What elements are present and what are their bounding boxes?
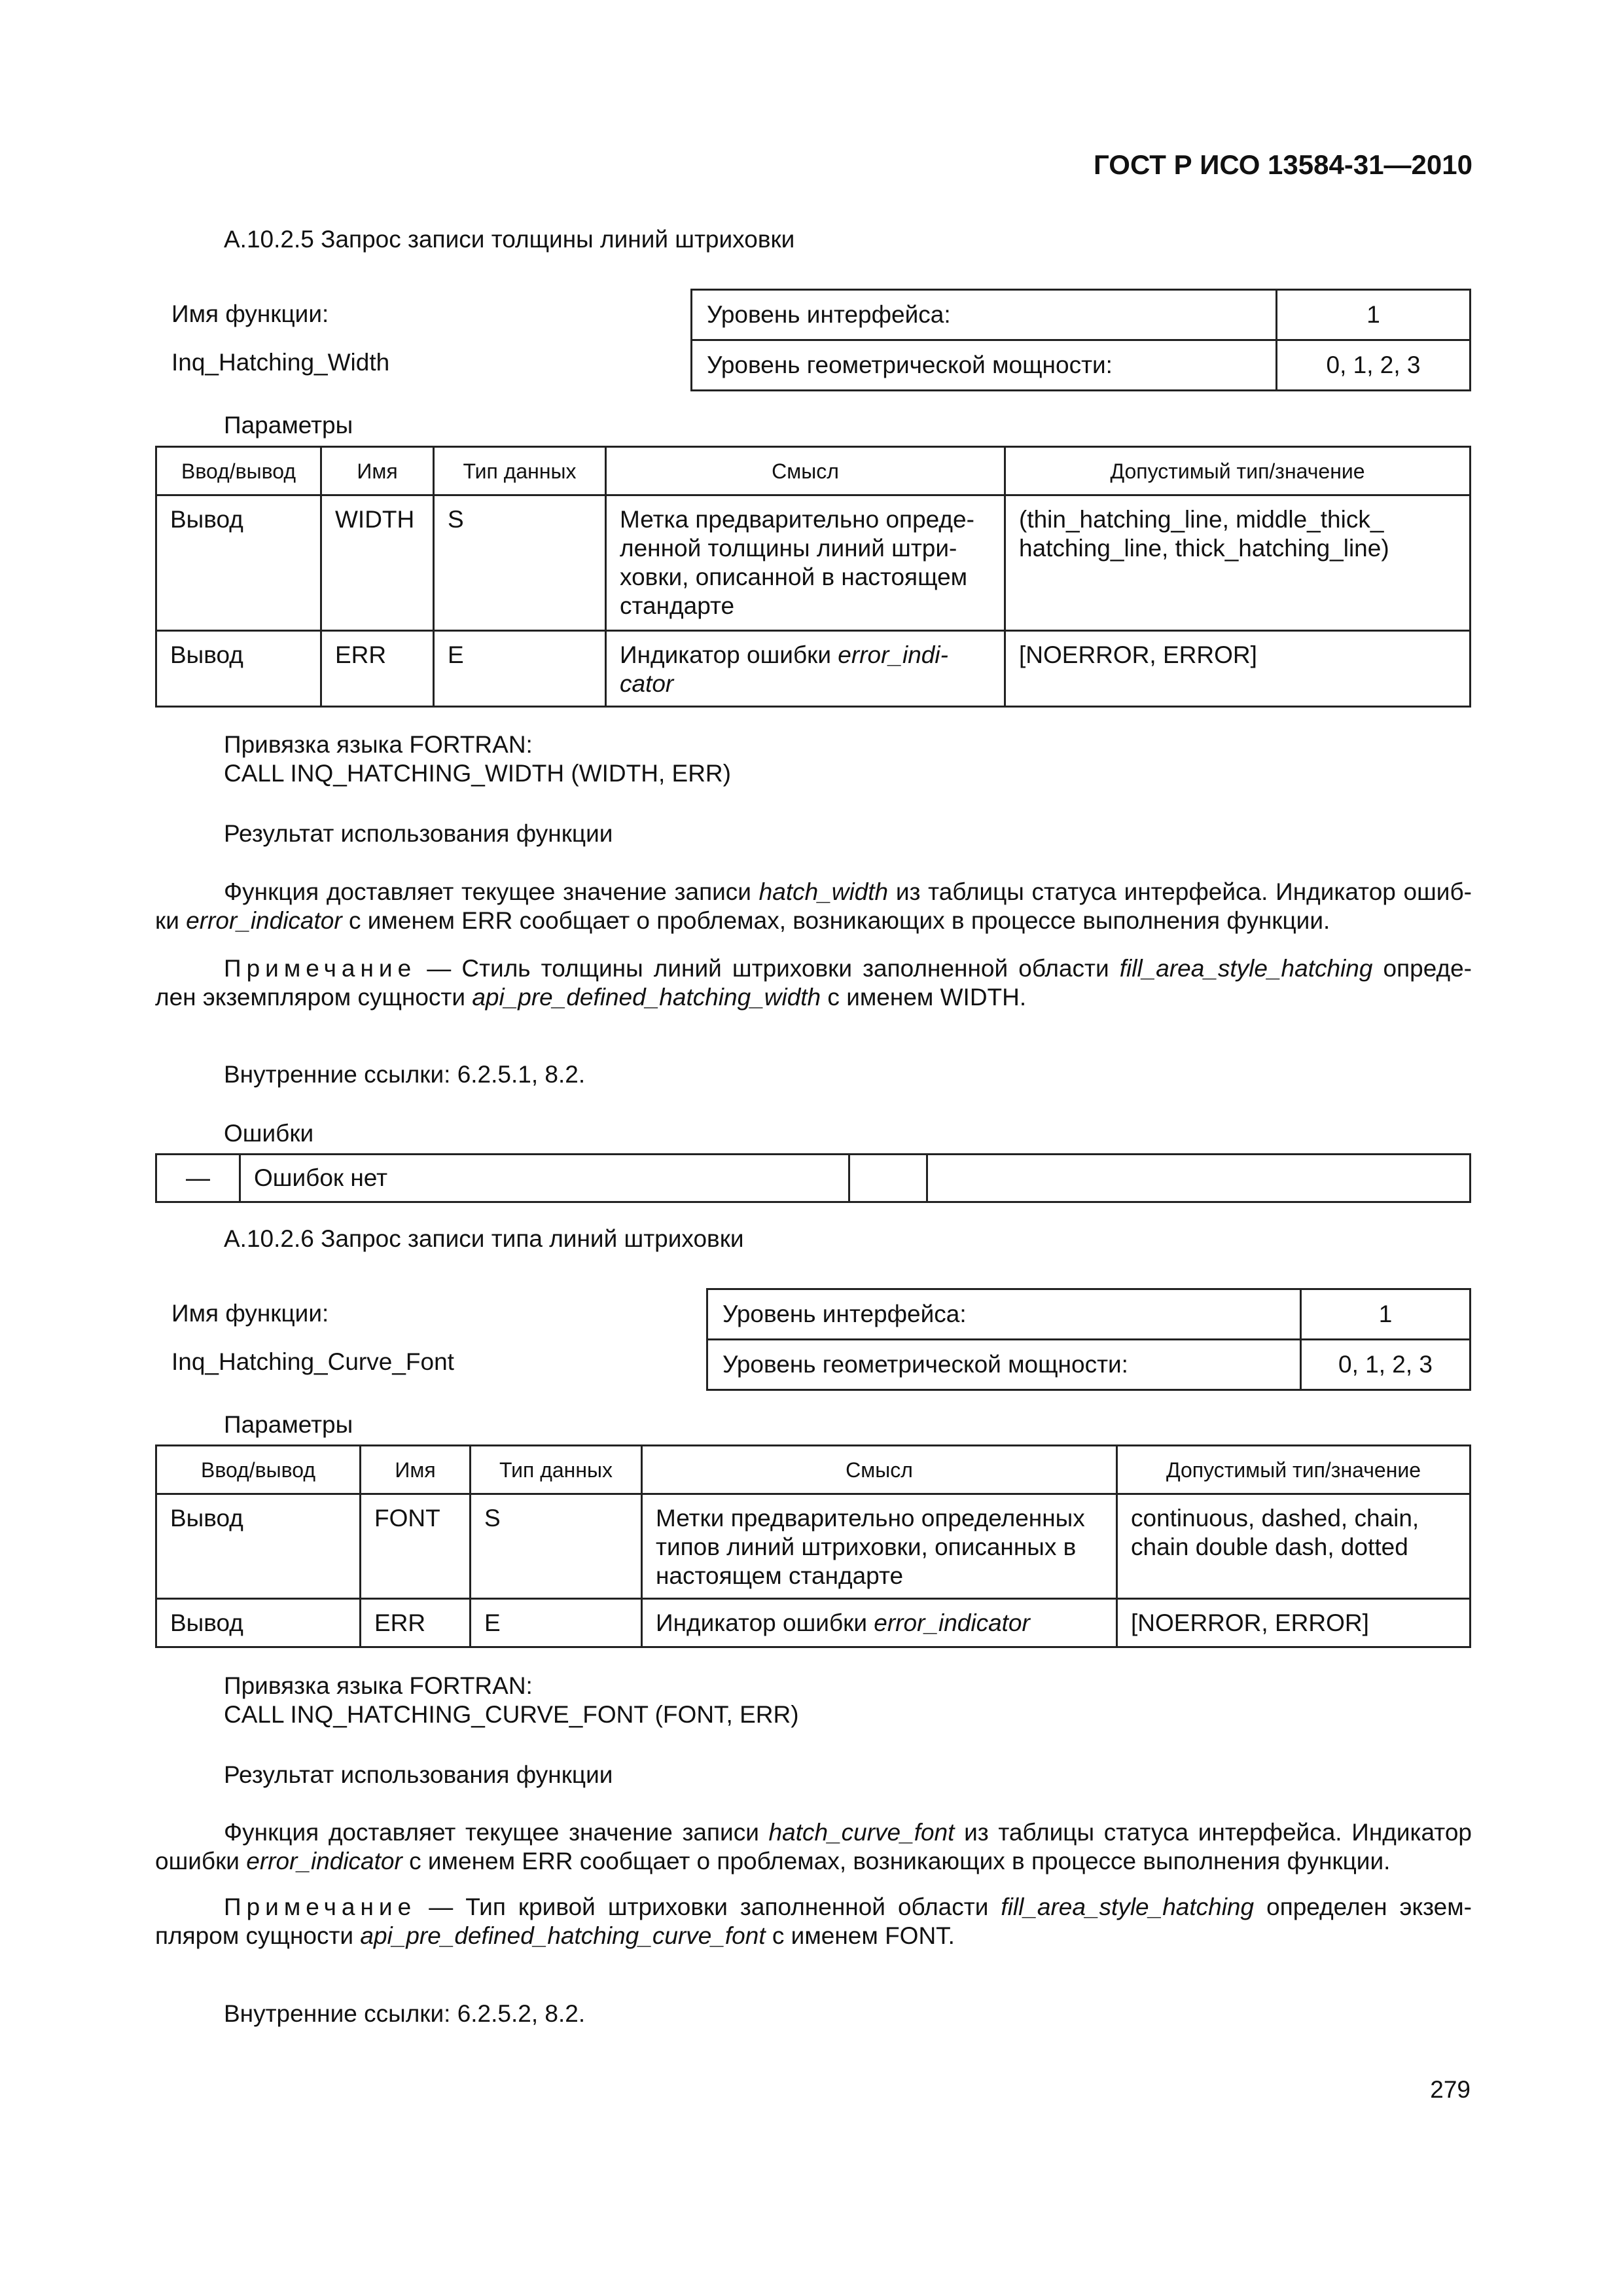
page-number: 279	[1430, 2076, 1471, 2103]
level-name: Уровень геометрической мощности:	[692, 340, 1277, 391]
document-header: ГОСТ Р ИСО 13584-31—2010	[1094, 149, 1472, 180]
text: с именем WIDTH.	[821, 984, 1027, 1011]
italic-term: api_pre_defined_hatching_width	[472, 984, 821, 1011]
section-title: А.10.2.6 Запрос записи типа линий штриховки	[224, 1225, 744, 1252]
table-row	[156, 631, 1471, 707]
cell-io: Вывод	[156, 631, 321, 707]
column-header: Смысл	[642, 1446, 1117, 1494]
column-header: Имя	[321, 447, 434, 495]
result-label: Результат использования функции	[224, 1761, 613, 1788]
italic-term: hatch_width	[758, 878, 889, 905]
params-table	[155, 1444, 1471, 1648]
cell-meaning	[642, 1599, 1117, 1647]
column-header: Тип данных	[434, 447, 606, 495]
note-label: Примечание	[224, 955, 417, 982]
cell-type: S	[471, 1494, 642, 1599]
text: — Тип кривой штриховки заполненной области	[416, 1893, 1001, 1920]
table-row	[156, 1494, 1471, 1599]
italic-term: fill_area_style_hatching	[1119, 955, 1373, 982]
italic-term: api_pre_defined_hatching_curve_font	[360, 1922, 766, 1949]
cell-meaning	[606, 631, 1005, 707]
cell-name: ERR	[361, 1599, 471, 1647]
cell-name: WIDTH	[321, 495, 434, 631]
table-row	[707, 1289, 1471, 1340]
binding-label: Привязка языка FORTRAN:	[224, 731, 533, 758]
errors-label: Ошибки	[224, 1120, 314, 1147]
column-header: Имя	[361, 1446, 471, 1494]
note-text	[155, 1893, 1472, 1950]
table-row	[692, 290, 1471, 340]
binding-label: Привязка языка FORTRAN:	[224, 1672, 533, 1699]
table-row	[156, 495, 1471, 631]
column-header: Ввод/вывод	[156, 447, 321, 495]
function-name: Inq_Hatching_Width	[171, 349, 390, 376]
text: с именем ERR сообщает о проблемах, возникающих в процессе выполнения функции.	[342, 907, 1330, 934]
cell-io: Вывод	[156, 495, 321, 631]
cell-type: E	[434, 631, 606, 707]
text: Функция доставляет текущее значение записи	[224, 878, 759, 905]
italic-term: error_indicator	[186, 907, 342, 934]
level-value: 1	[1301, 1289, 1471, 1340]
table-row	[156, 1599, 1471, 1647]
params-table	[155, 446, 1471, 708]
function-name: Inq_Hatching_Curve_Font	[171, 1348, 454, 1375]
cell-allowed: [NOERROR, ERROR]	[1005, 631, 1471, 707]
internal-refs: Внутренние ссылки: 6.2.5.1, 8.2.	[224, 1061, 586, 1088]
table-row	[156, 1155, 1471, 1202]
error-dash: —	[156, 1155, 240, 1202]
cell-allowed: [NOERROR, ERROR]	[1117, 1599, 1471, 1647]
empty-cell	[849, 1155, 927, 1202]
text: с именем ERR сообщает о проблемах, возникающих в процессе выполнения функции.	[402, 1848, 1391, 1874]
cell-allowed: (thin_hatching_line, middle_thick_ hatching_line, thick_hatching_line)	[1005, 495, 1471, 631]
level-value: 0, 1, 2, 3	[1277, 340, 1471, 391]
result-label: Результат использования функции	[224, 820, 613, 847]
column-header: Тип данных	[471, 1446, 642, 1494]
cell-allowed: continuous, dashed, chain, chain double dash, dotted	[1117, 1494, 1471, 1599]
result-paragraph	[155, 878, 1472, 935]
params-label: Параметры	[224, 1411, 353, 1438]
cell-type: E	[471, 1599, 642, 1647]
level-value: 0, 1, 2, 3	[1301, 1340, 1471, 1390]
note-text	[155, 954, 1472, 1012]
binding-call: CALL INQ_HATCHING_WIDTH (WIDTH, ERR)	[224, 760, 731, 787]
level-value: 1	[1277, 290, 1471, 340]
levels-table	[706, 1288, 1471, 1391]
cell-io: Вывод	[156, 1599, 361, 1647]
meaning-italic: error_indi-cator	[620, 641, 948, 697]
italic-term: error_indicator	[246, 1848, 402, 1874]
meaning-italic: error_indicator	[874, 1609, 1030, 1636]
cell-name: FONT	[361, 1494, 471, 1599]
text: из таблицы статуса интерфейса. Индикатор ошибки	[155, 1819, 1472, 1874]
column-header: Допустимый тип/значение	[1117, 1446, 1471, 1494]
cell-meaning: Метки предварительно определенных типов линий штриховки, описанных в настоящем стандарте	[642, 1494, 1117, 1599]
note-paragraph	[155, 954, 1472, 1012]
note-label: Примечание	[224, 1893, 417, 1920]
binding-call: CALL INQ_HATCHING_CURVE_FONT (FONT, ERR)	[224, 1701, 799, 1728]
column-header: Ввод/вывод	[156, 1446, 361, 1494]
text: Функция доставляет текущее значение записи	[224, 1819, 769, 1846]
errors-table	[155, 1153, 1471, 1203]
table-row	[692, 340, 1471, 391]
empty-cell	[927, 1155, 1471, 1202]
meaning-text: Индикатор ошибки	[620, 641, 838, 668]
text: — Стиль толщины линий штриховки заполненной области	[416, 955, 1120, 982]
italic-term: hatch_curve_font	[768, 1819, 955, 1846]
column-header: Смысл	[606, 447, 1005, 495]
text: определен экзем-пляром сущности	[155, 1893, 1472, 1949]
function-name-label: Имя функции:	[171, 300, 329, 327]
result-text	[155, 878, 1472, 935]
level-name: Уровень интерфейса:	[692, 290, 1277, 340]
levels-table	[690, 289, 1471, 391]
table-header-row	[156, 447, 1471, 495]
note-paragraph	[155, 1893, 1472, 1950]
result-text	[155, 1818, 1472, 1876]
function-name-label: Имя функции:	[171, 1300, 329, 1327]
column-header: Допустимый тип/значение	[1005, 447, 1471, 495]
level-name: Уровень интерфейса:	[707, 1289, 1301, 1340]
result-paragraph	[155, 1818, 1472, 1876]
text: опреде-лен экземпляром сущности	[155, 955, 1472, 1011]
cell-io: Вывод	[156, 1494, 361, 1599]
table-header-row	[156, 1446, 1471, 1494]
error-text: Ошибок нет	[240, 1155, 849, 1202]
section-title: А.10.2.5 Запрос записи толщины линий штриховки	[224, 226, 795, 253]
text: из таблицы статуса интерфейса. Индикатор ошиб-ки	[155, 878, 1472, 934]
italic-term: fill_area_style_hatching	[1001, 1893, 1255, 1920]
text: с именем FONT.	[765, 1922, 955, 1949]
cell-meaning: Метка предварительно опреде-ленной толщины линий штри-ховки, описанной в настоящем стандарте	[606, 495, 1005, 631]
params-label: Параметры	[224, 412, 353, 439]
cell-type: S	[434, 495, 606, 631]
internal-refs: Внутренние ссылки: 6.2.5.2, 8.2.	[224, 2000, 586, 2027]
meaning-text: Индикатор ошибки	[656, 1609, 874, 1636]
table-row	[707, 1340, 1471, 1390]
level-name: Уровень геометрической мощности:	[707, 1340, 1301, 1390]
cell-name: ERR	[321, 631, 434, 707]
